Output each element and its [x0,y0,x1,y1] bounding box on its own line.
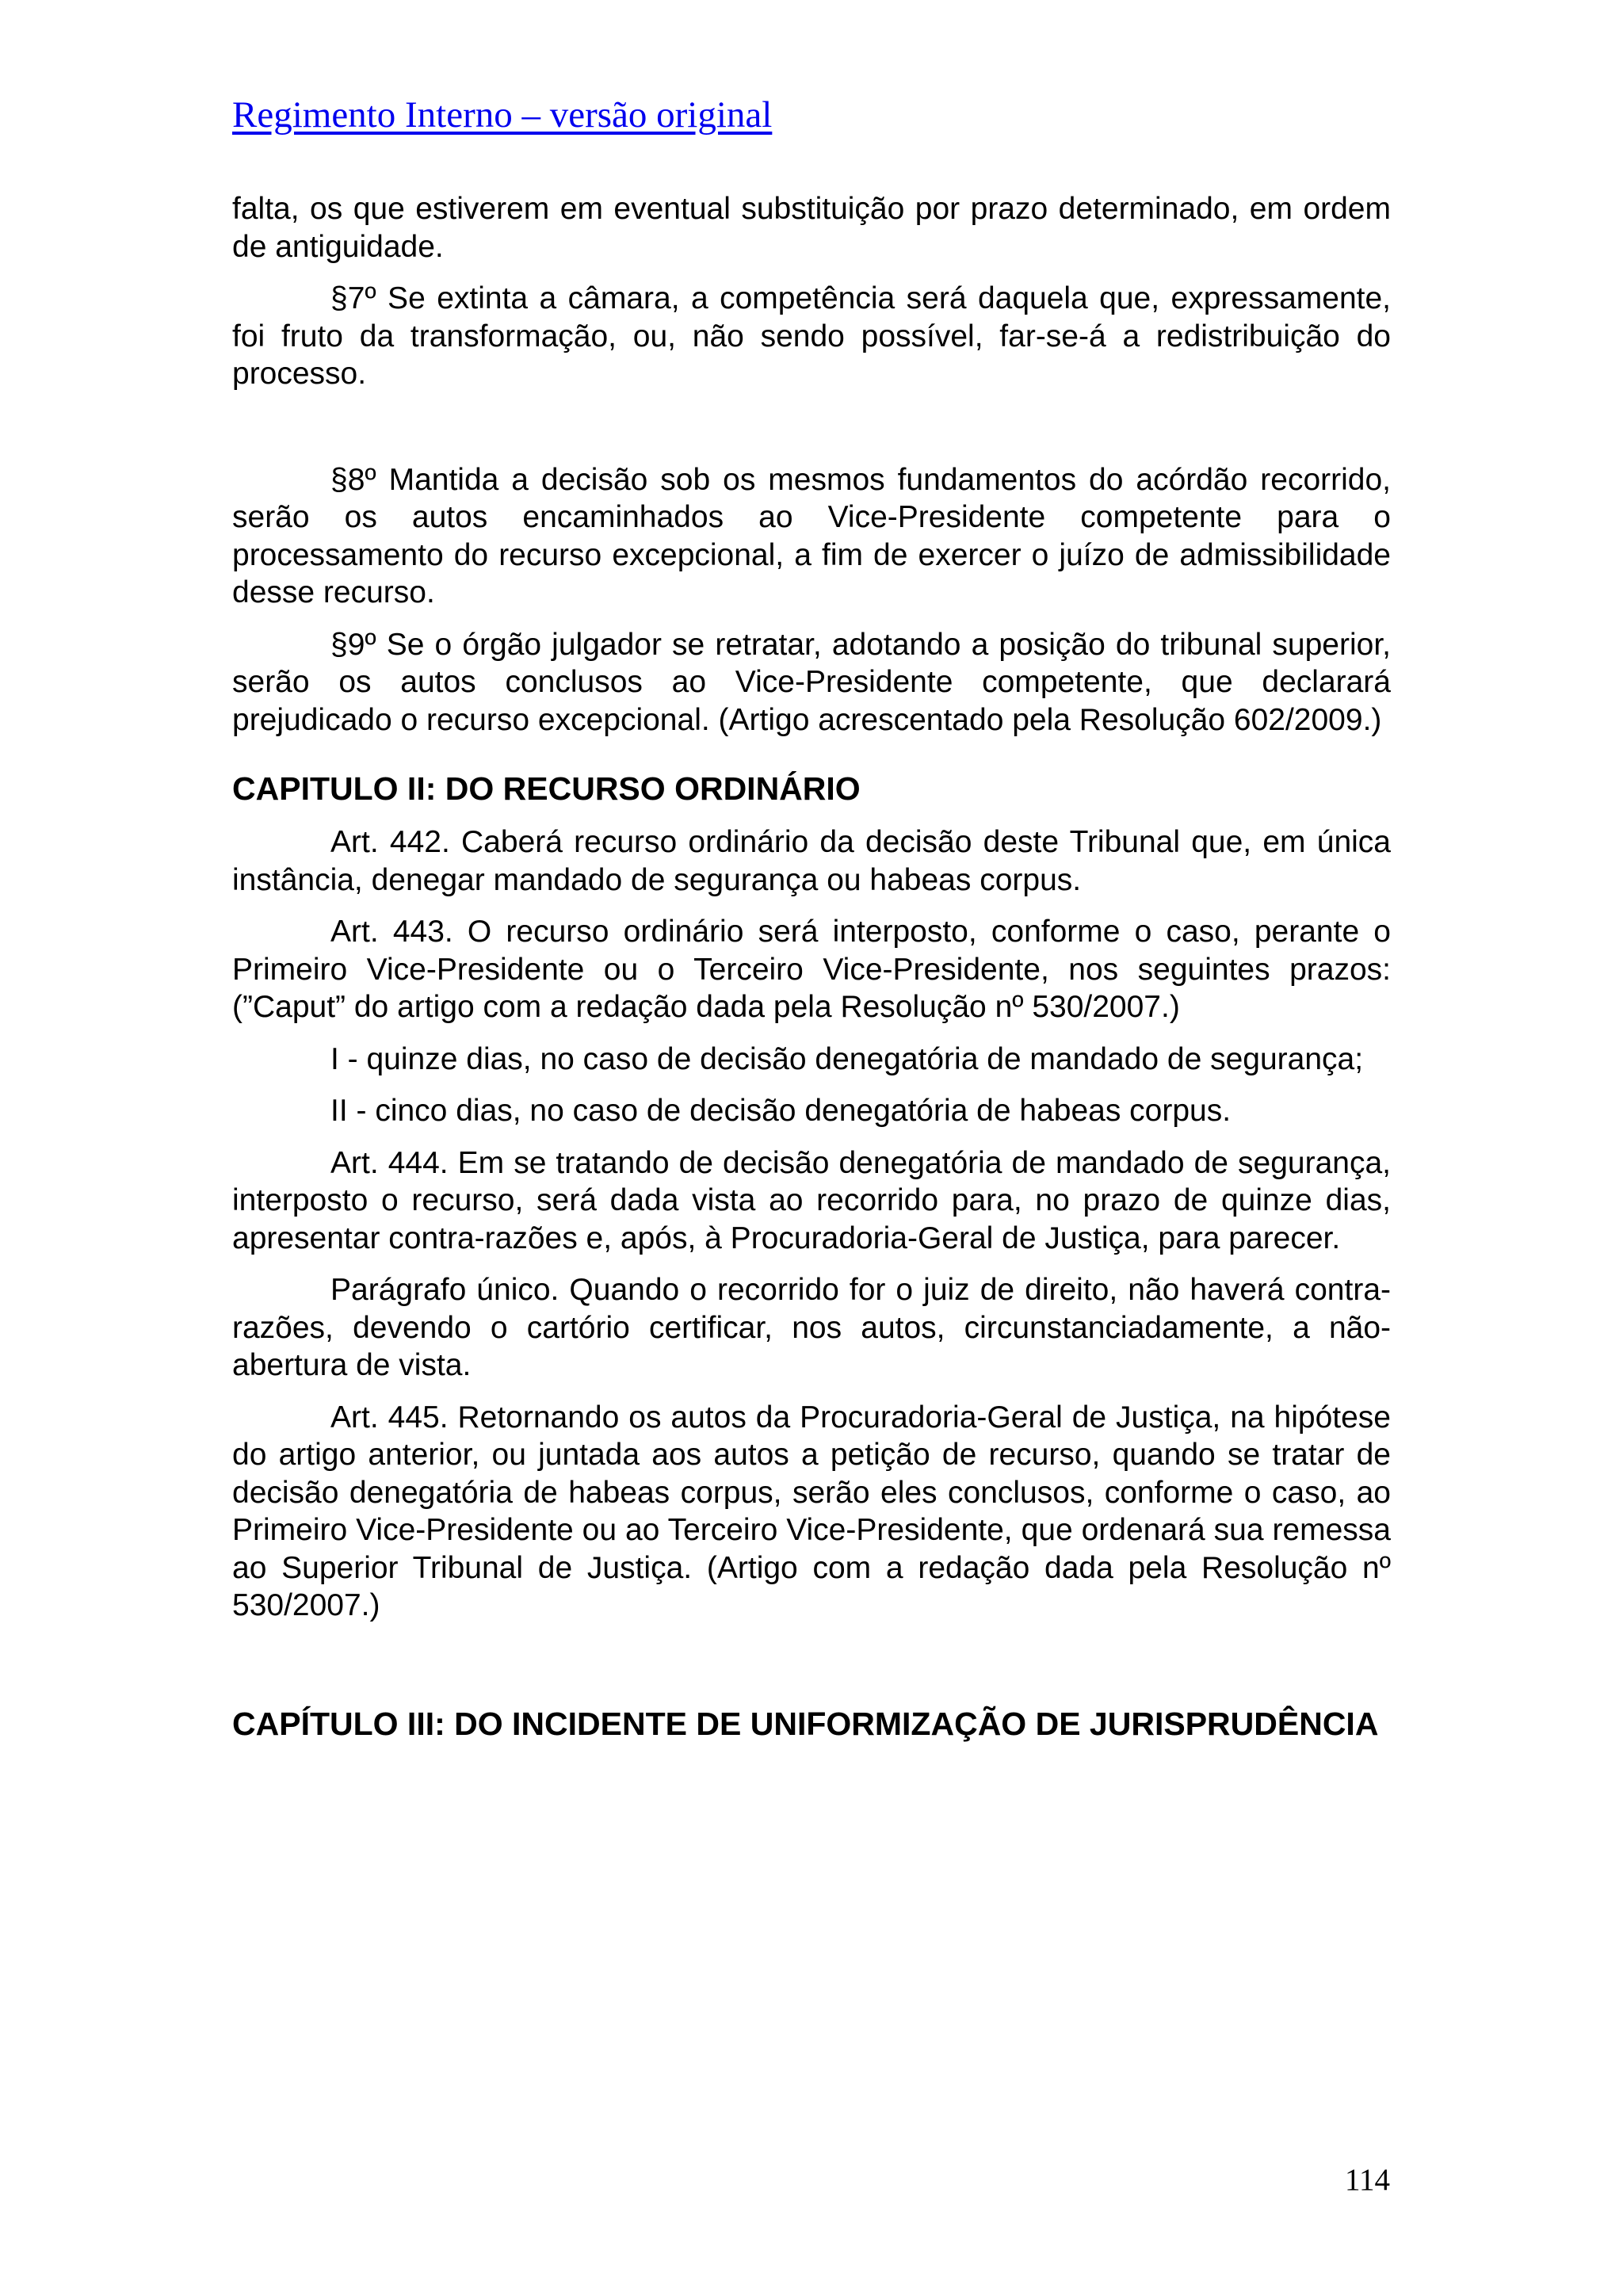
article-443-item-ii: II - cinco dias, no caso de decisão denegatória de habeas corpus. [330,1094,1232,1128]
paragraph-8: §8º Mantida a decisão sob os mesmos fundamentos do acórdão recorrido, serão os autos encaminhados ao Vice-Presidente competente para o processamento do recurso excepcional, a fim de exercer o juízo de admissibilidade desse recurso. [232,462,1391,609]
paragraph-7: §7º Se extinta a câmara, a competência será daquela que, expressamente, foi fruto da transformação, ou, não sendo possível, far-se-á a redistribuição do processo. [232,281,1391,391]
paragraph-unico: Parágrafo único. Quando o recorrido for o juiz de direito, não haverá contra-razões, devendo o cartório certificar, nos autos, circunstanciadamente, a não-abertura de vista. [232,1273,1391,1382]
chapter-3-heading: CAPÍTULO III: DO INCIDENTE DE UNIFORMIZAÇÃO DE JURISPRUDÊNCIA [232,1705,1379,1742]
header-title-link[interactable]: Regimento Interno – versão original [232,94,773,136]
page-body [232,190,1391,1759]
article-443-item-i: I - quinze dias, no caso de decisão denegatória de mandado de segurança; [330,1041,1364,1076]
article-445: Art. 445. Retornando os autos da Procuradoria-Geral de Justiça, na hipótese do artigo anterior, ou juntada aos autos a petição de recurso, quando se tratar de decisão denegatória de habeas corpus, serão eles conclusos, conforme o caso, ao Primeiro Vice-Presidente ou ao Terceiro Vice-Presidente, que ordenará sua remessa ao Superior Tribunal de Justiça. (Artigo com a redação dada pela Resolução nº 530/2007.) [232,1400,1391,1622]
paragraph-continuation: falta, os que estiverem em eventual substituição por prazo determinado, em ordem de antiguidade. [232,192,1391,264]
article-443: Art. 443. O recurso ordinário será interposto, conforme o caso, perante o Primeiro Vice-Presidente ou o Terceiro Vice-Presidente, nos seguintes prazos: (”Caput” do artigo com a redação dada pela Resolução nº 530/2007.) [232,915,1391,1024]
article-444: Art. 444. Em se tratando de decisão denegatória de mandado de segurança, interposto o recurso, será dada vista ao recorrido para, no prazo de quinze dias, apresentar contra-razões e, após, à Procuradoria-Geral de Justiça, para parecer. [232,1145,1391,1255]
paragraph-9: §9º Se o órgão julgador se retratar, adotando a posição do tribunal superior, serão os autos conclusos ao Vice-Presidente competente, que declarará prejudicado o recurso excepcional. (Artigo acrescentado pela Resolução 602/2009.) [232,627,1391,737]
page-number: 114 [1345,2163,1391,2197]
article-442: Art. 442. Caberá recurso ordinário da decisão deste Tribunal que, em única instância, denegar mandado de segurança ou habeas corpus. [232,825,1391,897]
chapter-2-heading: CAPITULO II: DO RECURSO ORDINÁRIO [232,770,861,807]
